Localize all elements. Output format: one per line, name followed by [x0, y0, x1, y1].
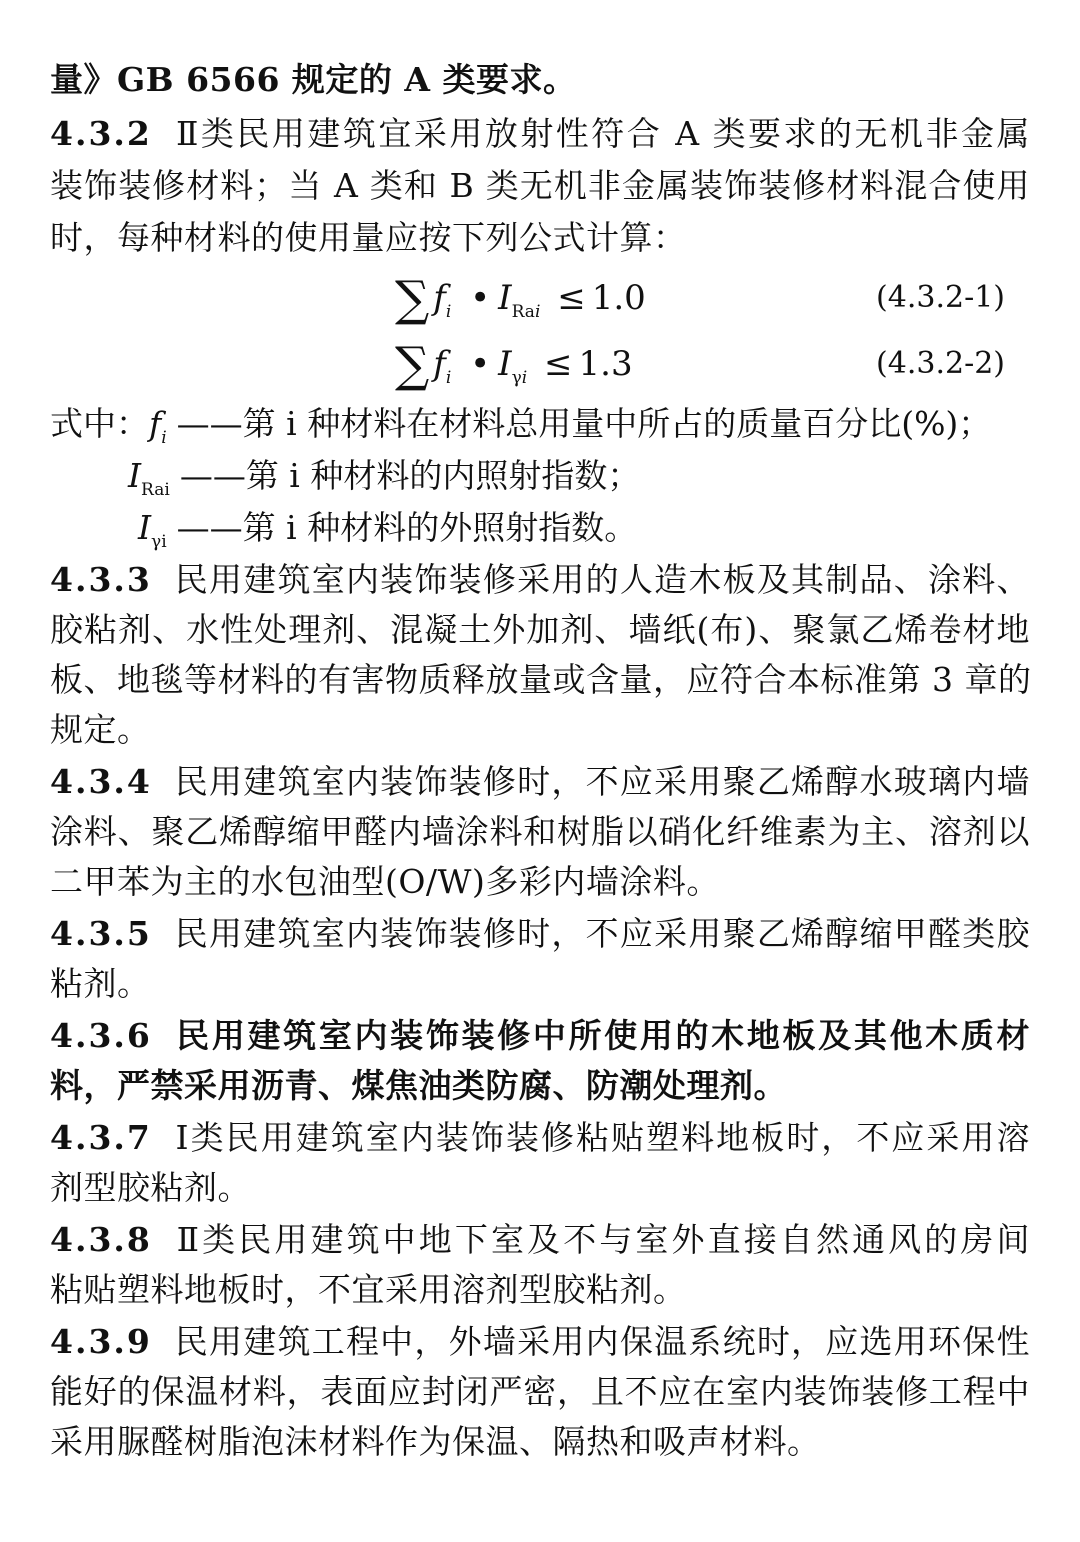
clause-number: 4.3.6 — [50, 1016, 152, 1055]
clause-4-3-4-line-3: 二甲苯为主的水包油型(O/W)多彩内墙涂料。 — [50, 862, 720, 901]
clause-4-3-3-line-3: 板、地毯等材料的有害物质释放量或含量，应符合本标准第 3 章的 — [50, 660, 1032, 699]
formula-4-3-2-1: ∑ $f_i$ • $I_{Rai} \le 1.0$ — [395, 271, 646, 327]
clause-4-3-8-line-1: 4.3.8 Ⅱ类民用建筑中地下室及不与室外直接自然通风的房间 — [50, 1216, 1030, 1264]
equation-number-1: (4.3.2-1) — [876, 280, 1005, 315]
clause-number: 4.3.2 — [50, 114, 152, 153]
intro-line: 量》GB 6566 规定的 A 类要求。 — [50, 60, 577, 99]
where-line-f: 式中：$f_i$ ——第 i 种材料在材料总用量中所占的质量百分比(%)； — [50, 404, 992, 448]
clause-4-3-2-line-1: 4.3.2 Ⅱ类民用建筑宜采用放射性符合 A 类要求的无机非金属 — [50, 110, 1030, 158]
clause-4-3-4-line-1: 4.3.4 民用建筑室内装饰装修时，不应采用聚乙烯醇水玻璃内墙 — [50, 758, 1030, 806]
equation-number-2: (4.3.2-2) — [876, 346, 1005, 381]
clause-4-3-7-line-1: 4.3.7 Ⅰ类民用建筑室内装饰装修粘贴塑料地板时，不应采用溶 — [50, 1114, 1030, 1162]
clause-4-3-7-line-2: 剂型胶粘剂。 — [50, 1168, 251, 1207]
clause-4-3-9-line-1: 4.3.9 民用建筑工程中，外墙采用内保温系统时，应选用环保性 — [50, 1318, 1030, 1366]
clause-4-3-8-line-2: 粘贴塑料地板时，不宜采用溶剂型胶粘剂。 — [50, 1270, 687, 1309]
clause-4-3-5-line-2: 粘剂。 — [50, 964, 151, 1003]
where-line-IRa: $I_{Rai}$ ——第 i 种材料的内照射指数； — [128, 456, 641, 500]
formula-4-3-2-2: ∑ $f_i$ • $I_{\gamma i} \le 1.3$ — [395, 337, 633, 393]
where-line-Iy: $I_{\gamma i}$ ——第 i 种材料的外照射指数。 — [138, 508, 638, 552]
clause-4-3-6-line-2: 料，严禁采用沥青、煤焦油类防腐、防潮处理剂。 — [50, 1066, 787, 1105]
clause-4-3-9-line-3: 采用脲醛树脂泡沫材料作为保温、隔热和吸声材料。 — [50, 1422, 821, 1461]
clause-number: 4.3.7 — [50, 1118, 152, 1157]
clause-4-3-6-line-1: 4.3.6 民用建筑室内装饰装修中所使用的木地板及其他木质材 — [50, 1012, 1030, 1060]
clause-number: 4.3.5 — [50, 914, 152, 953]
clause-4-3-4-line-2: 涂料、聚乙烯醇缩甲醛内墙涂料和树脂以硝化纤维素为主、溶剂以 — [50, 812, 1030, 851]
clause-4-3-2-line-3: 时，每种材料的使用量应按下列公式计算： — [50, 218, 687, 257]
clause-number: 4.3.4 — [50, 762, 152, 801]
clause-number: 4.3.9 — [50, 1322, 152, 1361]
clause-number: 4.3.3 — [50, 560, 152, 599]
clause-4-3-5-line-1: 4.3.5 民用建筑室内装饰装修时，不应采用聚乙烯醇缩甲醛类胶 — [50, 910, 1030, 958]
clause-number: 4.3.8 — [50, 1220, 152, 1259]
clause-4-3-3-line-1: 4.3.3 民用建筑室内装饰装修采用的人造木板及其制品、涂料、 — [50, 556, 1030, 604]
clause-4-3-3-line-4: 规定。 — [50, 710, 151, 749]
clause-4-3-2-line-2: 装饰装修材料；当 A 类和 B 类无机非金属装饰装修材料混合使用 — [50, 166, 1030, 205]
clause-4-3-3-line-2: 胶粘剂、水性处理剂、混凝土外加剂、墙纸(布)、聚氯乙烯卷材地 — [50, 610, 1030, 649]
clause-4-3-9-line-2: 能好的保温材料，表面应封闭严密，且不应在室内装饰装修工程中 — [50, 1372, 1030, 1411]
